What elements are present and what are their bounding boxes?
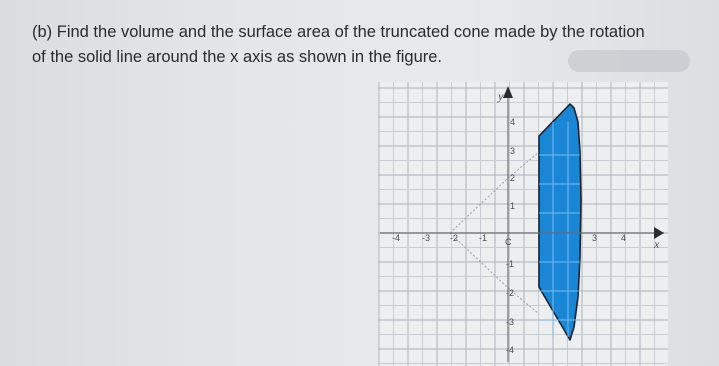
x-tick-label: C (505, 237, 512, 247)
y-tick-label: -3 (506, 317, 515, 327)
y-tick-label: 1 (510, 201, 516, 211)
y-tick-label: 4 (510, 117, 516, 127)
x-tick-label: -4 (392, 233, 401, 243)
dashed-generator-line (450, 178, 508, 233)
y-axis-label: y (498, 89, 504, 103)
x-axis-label: x (654, 237, 660, 251)
grid-lines (378, 82, 668, 366)
redacted-smudge (568, 50, 690, 72)
x-tick-label: -1 (479, 233, 488, 243)
question-line-1: (b) Find the volume and the surface area of the truncated cone made by the rotation (32, 23, 645, 41)
y-tick-label: 2 (510, 173, 516, 183)
coordinate-figure (378, 82, 668, 366)
truncated-cone-region (539, 104, 581, 340)
x-tick-label: 4 (621, 233, 627, 243)
question-line-2: of the solid line around the x axis as shown in the figure. (32, 48, 442, 66)
y-tick-label: -4 (506, 345, 515, 355)
y-tick-label: 3 (510, 146, 516, 156)
figure-svg (378, 82, 668, 366)
x-tick-label: -3 (422, 233, 431, 243)
y-tick-label: -1 (506, 259, 515, 269)
y-tick-label: -2 (506, 288, 515, 298)
x-tick-label: -2 (450, 233, 459, 243)
x-tick-label: 3 (592, 233, 598, 243)
